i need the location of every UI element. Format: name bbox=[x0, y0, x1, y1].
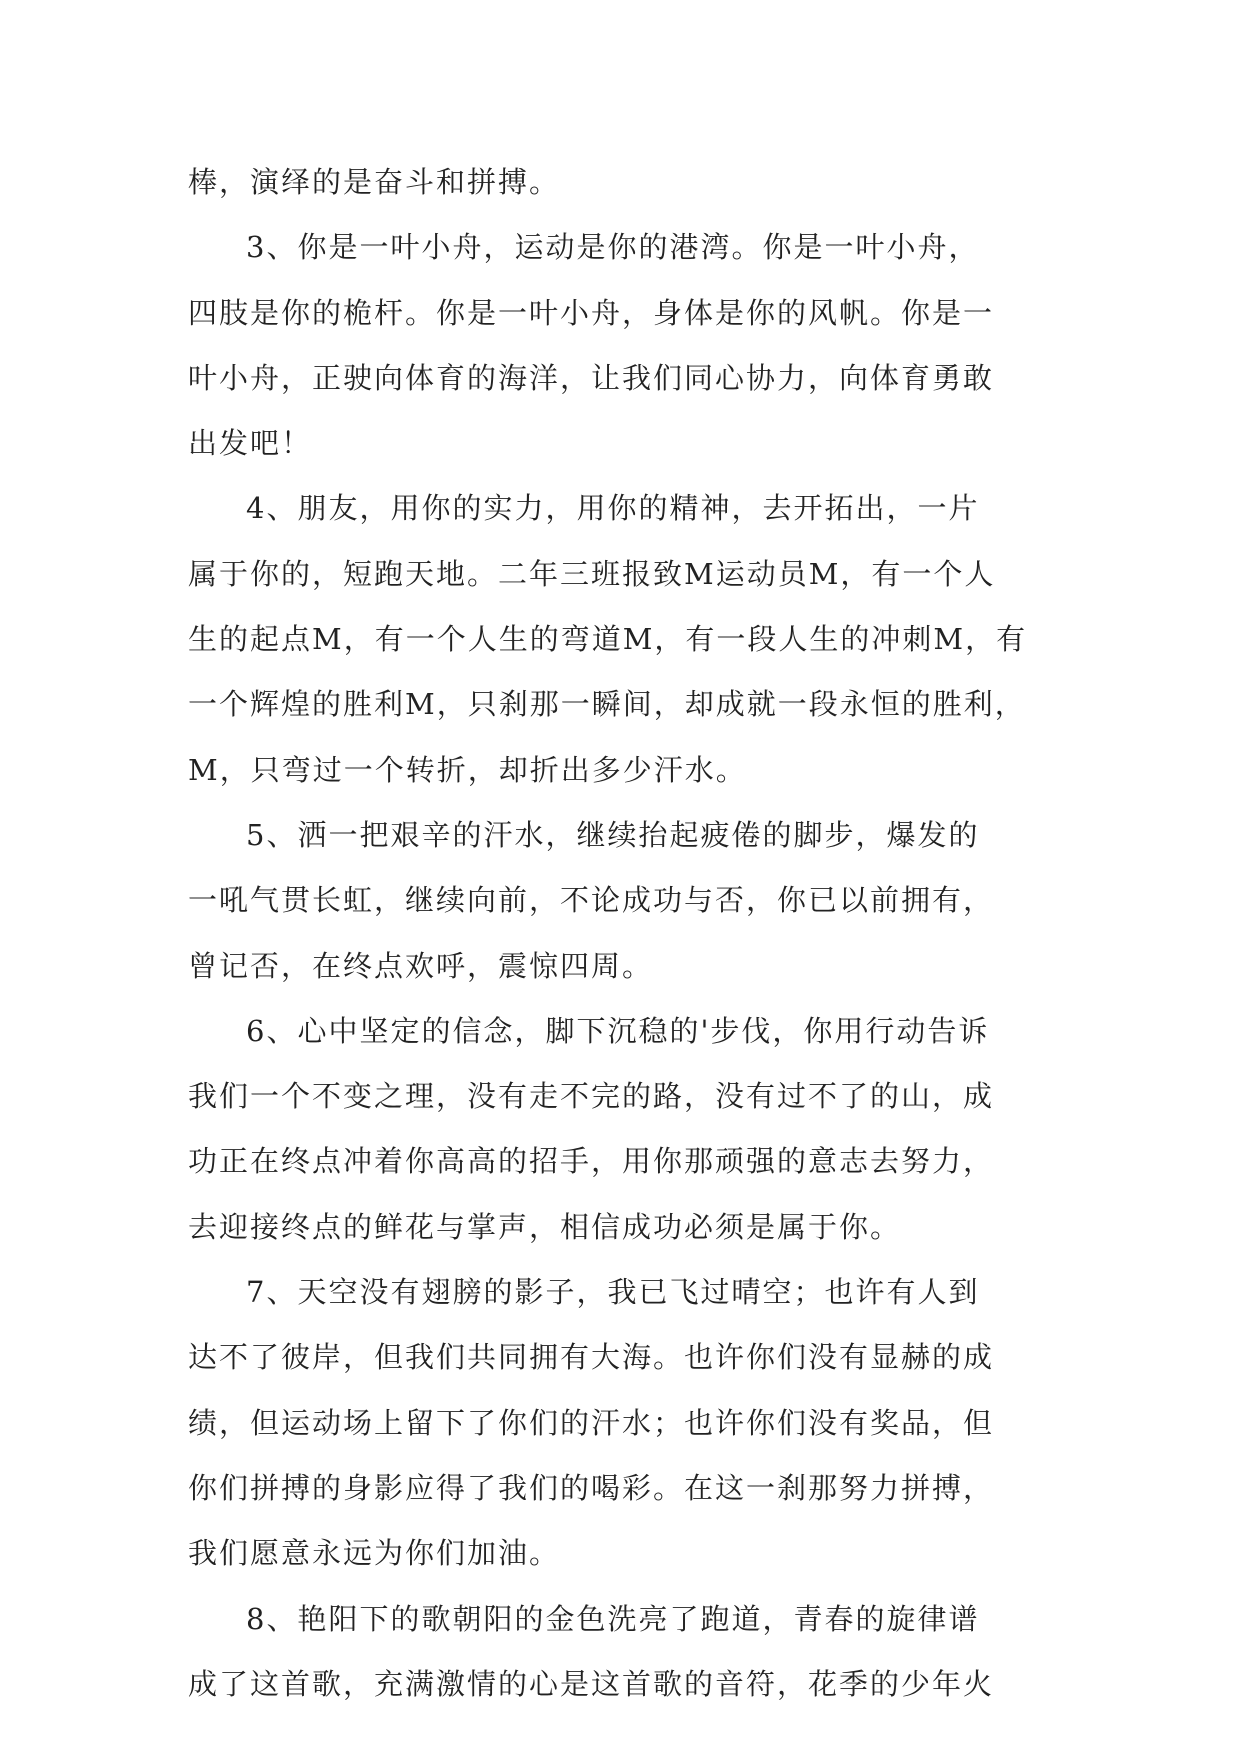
text-line: 棒，演绎的是奋斗和拼搏。 bbox=[188, 165, 561, 199]
text-line: 一吼气贯长虹，继续向前，不论成功与否，你已以前拥有， bbox=[188, 883, 995, 918]
text-line: 你们拼搏的身影应得了我们的喝彩。在这一刹那努力拼搏， bbox=[188, 1470, 995, 1505]
paragraph-8-start: 8、艳阳下的歌朝阳的金色洗亮了跑道，青春的旋律谱 bbox=[246, 1601, 980, 1636]
paragraph-5-start: 5、洒一把艰辛的汗水，继续抬起疲倦的脚步，爆发的 bbox=[246, 817, 980, 852]
text-line: 曾记否，在终点欢呼，震惊四周。 bbox=[188, 948, 654, 983]
text-line: 叶小舟，正驶向体育的海洋，让我们同心协力，向体育勇敢 bbox=[188, 360, 995, 395]
paragraph-7-start: 7、天空没有翅膀的影子，我已飞过晴空；也许有人到 bbox=[246, 1275, 980, 1310]
text-line: 功正在终点冲着你高高的招手，用你那顽强的意志去努力， bbox=[188, 1144, 995, 1179]
paragraph-3-start: 3、你是一叶小舟，运动是你的港湾。你是一叶小舟， bbox=[246, 230, 980, 265]
text-line: M，只弯过一个转折，却折出多少汗水。 bbox=[188, 752, 747, 787]
paragraph-6-start: 6、心中坚定的信念，脚下沉稳的'步伐，你用行动告诉 bbox=[246, 1013, 990, 1048]
text-line: 去迎接终点的鲜花与掌声，相信成功必须是属于你。 bbox=[188, 1209, 902, 1244]
document-body bbox=[188, 150, 1058, 1717]
paragraph-4-start: 4、朋友，用你的实力，用你的精神，去开拓出，一片 bbox=[246, 491, 980, 526]
text-line: 四肢是你的桅杆。你是一叶小舟，身体是你的风帆。你是一 bbox=[188, 295, 995, 330]
text-line: 成了这首歌，充满激情的心是这首歌的音符，花季的少年火 bbox=[188, 1666, 995, 1701]
text-line: 出发吧！ bbox=[188, 426, 313, 461]
text-line: 属于你的，短跑天地。二年三班报致M运动员M，有一个人 bbox=[188, 556, 996, 591]
text-line: 一个辉煌的胜利M，只刹那一瞬间，却成就一段永恒的胜利， bbox=[188, 687, 1026, 722]
text-line: 生的起点M，有一个人生的弯道M，有一段人生的冲刺M，有 bbox=[188, 622, 1028, 657]
text-line: 我们一个不变之理，没有走不完的路，没有过不了的山，成 bbox=[188, 1079, 995, 1114]
text-line: 我们愿意永远为你们加油。 bbox=[188, 1536, 561, 1571]
text-line: 绩，但运动场上留下了你们的汗水；也许你们没有奖品，但 bbox=[188, 1405, 995, 1440]
text-line: 达不了彼岸，但我们共同拥有大海。也许你们没有显赫的成 bbox=[188, 1340, 995, 1375]
